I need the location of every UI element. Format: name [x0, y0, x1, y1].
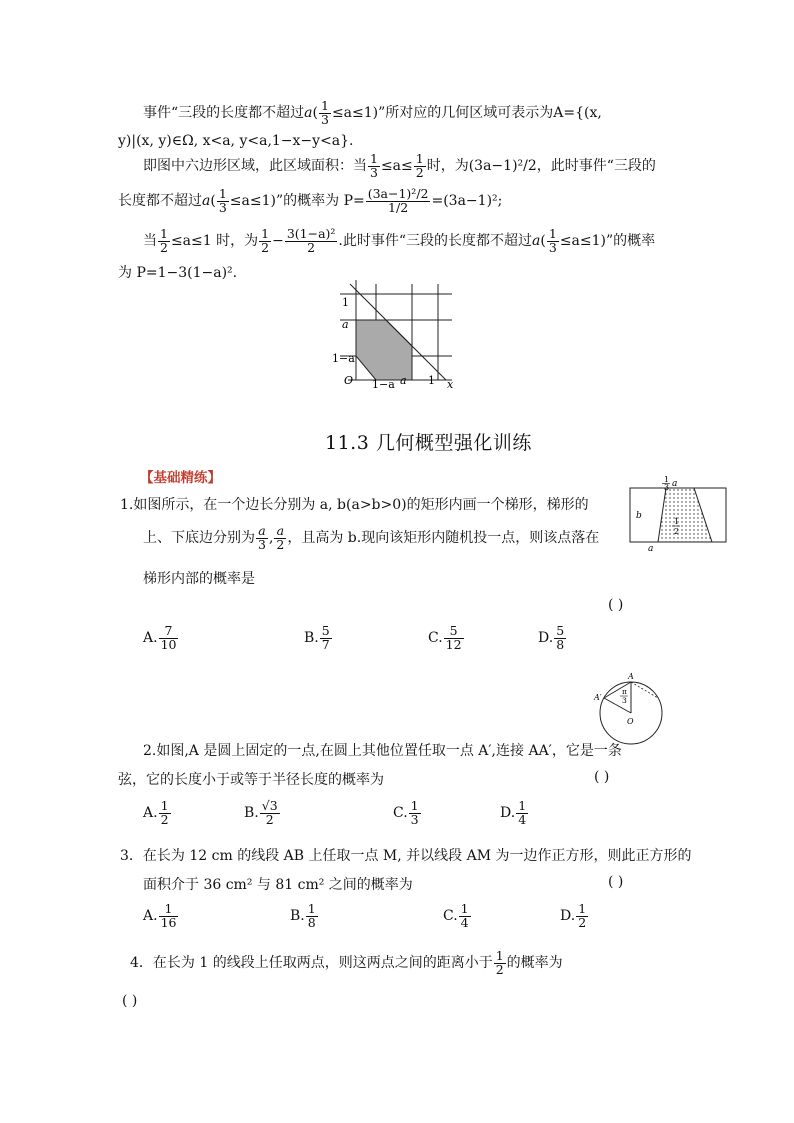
label: O — [627, 717, 634, 726]
q1-line-1: 1.如图所示，在一个边长分别为 a, b(a>b>0)的矩形内画一个梯形，梯形的 — [120, 497, 589, 513]
radius — [604, 698, 631, 713]
label: π — [622, 687, 627, 696]
label: 1 — [342, 296, 349, 309]
q3-answer-paren: ( ) — [608, 874, 624, 890]
solution-line-6: 为 P=1−3(1−a)². — [118, 265, 238, 281]
fraction: $\frac{1}{3}$ — [321, 98, 329, 127]
label: 3 — [664, 483, 670, 492]
q3-option-d: D. $\frac{1}{2}$ — [560, 901, 587, 930]
label: 1 — [664, 476, 670, 484]
q2-option-b: B. $\frac{√3}{2}$ — [244, 798, 278, 827]
q4-line-1: 4．在长为 1 的线段上任取两点，则这两点之间的距离小于 $\frac{1}{2}$ 的概率为 — [130, 948, 563, 977]
q4-answer-paren: ( ) — [122, 993, 138, 1009]
label: 2 — [674, 527, 680, 536]
q3-line-2: 面积介于 36 cm² 与 81 cm² 之间的概率为 — [143, 877, 413, 893]
trapezoid — [658, 488, 712, 542]
q2-option-d: D. $\frac{1}{4}$ — [500, 798, 527, 827]
hexagon-region — [356, 320, 412, 380]
q1-option-a: A. $\frac{7}{10}$ — [143, 623, 177, 652]
dashed-chord — [631, 682, 658, 698]
section-title: 11.3 几何概型强化训练 — [325, 432, 532, 454]
label: O — [344, 374, 354, 387]
q3-option-b: B. $\frac{1}{8}$ — [290, 901, 316, 930]
q2-line-2: 弦，它的长度小于或等于半径长度的概率为 — [118, 772, 384, 788]
label: 1−a — [372, 378, 395, 391]
label: A — [628, 672, 634, 681]
q1-option-c: C. $\frac{5}{12}$ — [428, 623, 462, 652]
label: b — [636, 511, 642, 521]
q2-option-c: C. $\frac{1}{3}$ — [393, 798, 419, 827]
solution-line-5: 当 $\frac{1}{2}$ ≤a≤1 时，为 $\frac{1}{2}$ − $\frac{\text{3(1−a)²}}{2}$ .此时事件“三段的长度都不超过a( $\frac{1}{3}$ ≤a≤1)”的概率 — [143, 226, 656, 255]
q2-answer-paren: ( ) — [594, 769, 610, 785]
q1-option-b: B. $\frac{5}{7}$ — [304, 623, 330, 652]
label: 3 — [622, 696, 627, 705]
q1-line-3: 梯形内部的概率是 — [143, 571, 255, 587]
label: a — [342, 318, 349, 331]
label: a — [648, 544, 654, 552]
label: x — [447, 378, 454, 391]
hexagon-region-figure — [328, 276, 460, 394]
trapezoid-figure — [628, 476, 730, 552]
section-tag: 【基础精练】 — [140, 470, 221, 486]
label: 1 — [428, 374, 435, 387]
q3-option-c: C. $\frac{1}{4}$ — [443, 901, 469, 930]
circle-figure — [592, 670, 670, 746]
label: A′ — [594, 693, 602, 702]
solution-line-2: y)|(x, y)∈Ω, x<a, y<a,1−x−y<a}. — [118, 133, 354, 149]
q2-option-a: A. $\frac{1}{2}$ — [143, 798, 169, 827]
q3-option-a: A. $\frac{1}{16}$ — [143, 901, 177, 930]
q3-line-1: 3．在长为 12 cm 的线段 AB 上任取一点 M, 并以线段 AM 为一边作正方形，则此正方形的 — [120, 848, 692, 864]
label: 1 — [674, 517, 680, 526]
chord — [604, 682, 631, 698]
solution-line-4: 长度都不超过a( $\frac{1}{3}$ ≤a≤1)”的概率为 P= $\frac{\text{(3a−1)²/2}}{1/2}$ =(3a−1)²; — [118, 186, 503, 215]
solution-line-1: 事件“三段的长度都不超过a( $\frac{1}{3}$ ≤a≤1)”所对应的几何区域可表示为A={(x, — [143, 98, 602, 127]
label: a — [672, 479, 678, 489]
q1-answer-paren: ( ) — [608, 597, 624, 613]
solution-line-3: 即图中六边形区域，此区域面积：当 $\frac{1}{3}$ ≤a≤ $\frac{1}{2}$ 时，为(3a−1)²/2，此时事件“三段的 — [143, 151, 656, 180]
label: a — [400, 374, 407, 387]
q1-option-d: D. $\frac{5}{8}$ — [538, 623, 565, 652]
q2-line-1: 2.如图,A 是圆上固定的一点,在圆上其他位置任取一点 A′,连接 AA′，它是一条 — [143, 743, 622, 759]
q1-line-2: 上、下底边分别为 $\frac{a}{3}$ , $\frac{a}{2}$ ，且高为 b.现向该矩形内随机投一点，则该点落在 — [143, 523, 600, 552]
label: 1−a — [332, 352, 355, 365]
